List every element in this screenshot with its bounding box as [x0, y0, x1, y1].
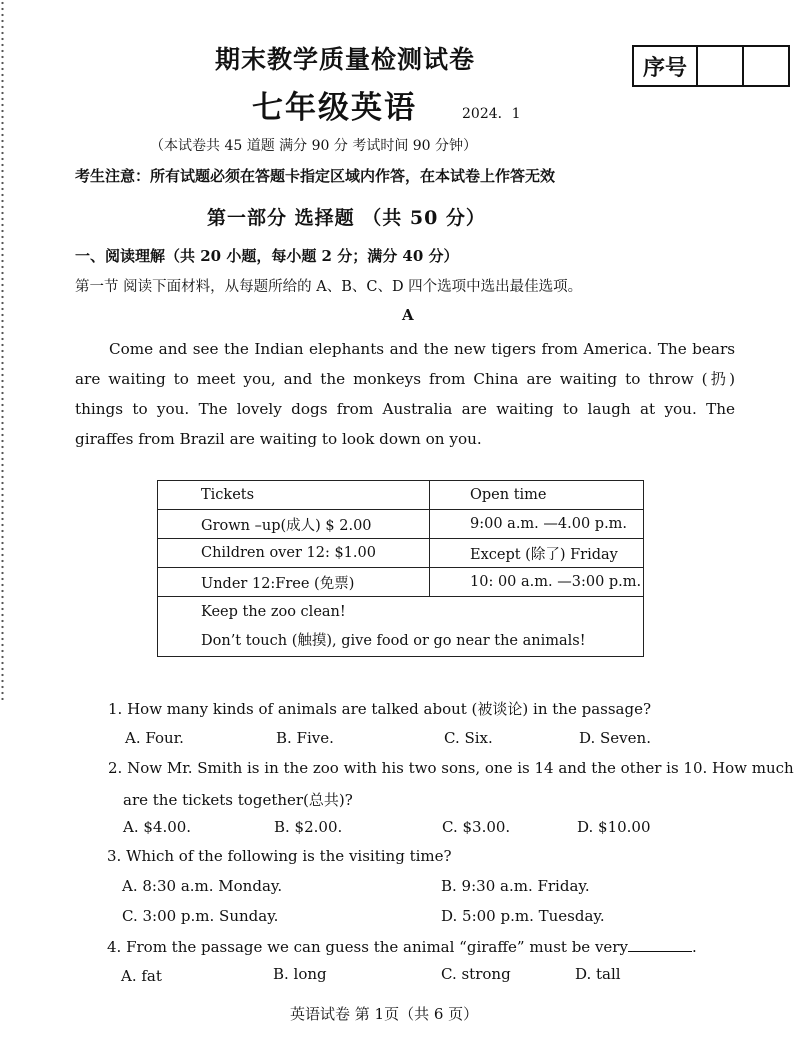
table-cell: Except (除了) Friday	[430, 539, 644, 568]
table-row	[158, 568, 644, 597]
question-stem: 2. Now Mr. Smith is in the zoo with his two sons, one is 14 and the other is 10. How much	[108, 759, 794, 777]
page-footer: 英语试卷 第 1页（共 6 页）	[290, 1005, 479, 1023]
rule-line: Keep the zoo clean!	[201, 603, 346, 620]
table-row	[158, 510, 644, 539]
exam-date: 2024．1	[462, 106, 521, 122]
section-instruction: 第一节 阅读下面材料，从每题所给的 A、B、C、D 四个选项中选出最佳选项。	[75, 279, 583, 295]
option-d: D. Seven.	[579, 729, 651, 747]
serial-number-cell[interactable]	[698, 47, 744, 85]
option-d: D. tall	[575, 965, 621, 983]
question-stem: 4. From the passage we can guess the animal “giraffe” must be very	[107, 938, 628, 956]
ticket-table	[157, 480, 644, 657]
table-cell: 9:00 a.m. —4.00 p.m.	[430, 510, 644, 539]
part-one-title: 第一部分 选择题 （共 50 分）	[207, 207, 486, 229]
zoo-rules	[158, 597, 644, 657]
option-b: B. long	[273, 965, 327, 983]
exam-notice: 考生注意：所有试题必须在答题卡指定区域内作答，在本试卷上作答无效	[75, 167, 556, 185]
option-d: D. 5:00 p.m. Tuesday.	[441, 907, 605, 925]
table-row	[158, 539, 644, 568]
option-a: A. Four.	[125, 729, 184, 747]
serial-number-label: 序号	[634, 47, 698, 85]
table-cell: Children over 12: $1.00	[158, 539, 430, 568]
exam-title: 期末教学质量检测试卷	[215, 45, 476, 74]
rule-line: Don’t touch (触摸), give food or go near the animals!	[201, 632, 586, 649]
question-stem: 3. Which of the following is the visiting time?	[107, 847, 452, 865]
binding-perforation	[0, 0, 5, 700]
subject-title: 七年级英语	[252, 90, 417, 126]
option-a: A. 8:30 a.m. Monday.	[122, 877, 283, 895]
option-d: D. $10.00	[577, 818, 651, 836]
table-cell: 10: 00 a.m. —3:00 p.m.	[430, 568, 644, 597]
option-c: C. $3.00.	[442, 818, 511, 836]
table-cell: Under 12:Free (免票)	[158, 568, 430, 597]
option-b: B. $2.00.	[274, 818, 343, 836]
table-rules-row	[158, 597, 644, 657]
question-stem-end: .	[691, 938, 697, 956]
passage-text: Come and see the Indian elephants and the new tigers from America. The bears are waiting to meet you, and the monkeys from China are waiting to throw (扔) things to you. The lovely dogs from Australia are waiting to laugh at you. The giraffes from Brazil are waiting to look down on you.	[75, 340, 735, 448]
question-stem: 1. How many kinds of animals are talked about (被谈论) in the passage?	[108, 700, 651, 718]
serial-number-box	[632, 45, 790, 87]
option-c: C. Six.	[444, 729, 493, 747]
exam-info: （本试卷共 45 道题 满分 90 分 考试时间 90 分钟）	[150, 138, 478, 154]
answer-blank	[628, 936, 692, 952]
table-header-cell: Tickets	[158, 481, 430, 510]
table-header-cell: Open time	[430, 481, 644, 510]
table-cell: Grown –up(成人) $ 2.00	[158, 510, 430, 539]
question-stem-line	[107, 936, 697, 956]
passage-label: A	[402, 306, 414, 324]
option-c: C. strong	[441, 965, 511, 983]
section-heading: 一、阅读理解（共 20 小题，每小题 2 分；满分 40 分）	[75, 247, 459, 265]
question-stem-continued: are the tickets together(总共)?	[123, 791, 353, 809]
option-b: B. Five.	[276, 729, 334, 747]
option-a: A. $4.00.	[123, 818, 192, 836]
table-header-row	[158, 481, 644, 510]
option-a: A. fat	[121, 967, 162, 985]
option-c: C. 3:00 p.m. Sunday.	[122, 907, 279, 925]
option-b: B. 9:30 a.m. Friday.	[441, 877, 590, 895]
serial-number-cell[interactable]	[744, 47, 788, 85]
